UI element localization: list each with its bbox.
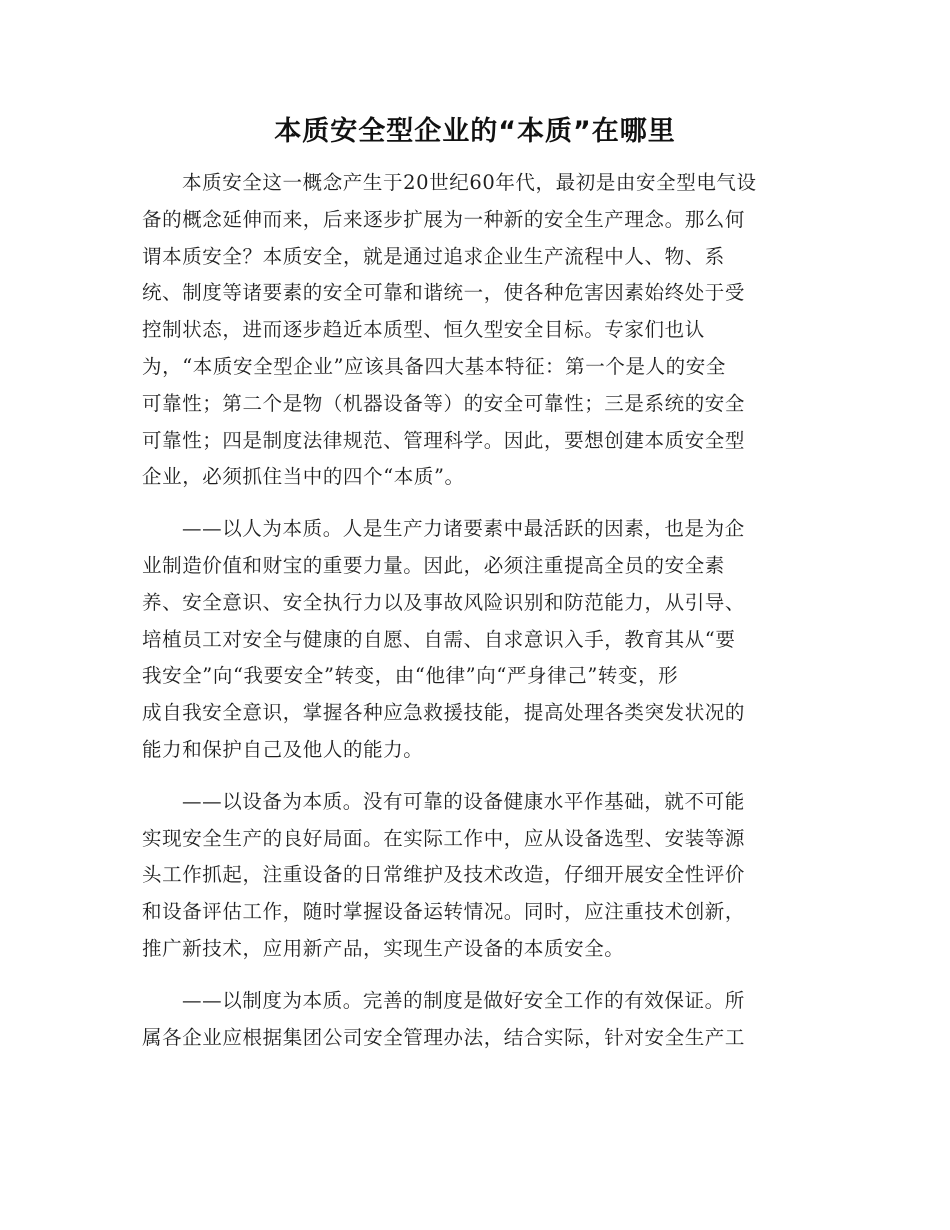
text-line: 业制造价值和财宝的重要力量。因此，必须注重提高全员的安全素 [142, 553, 725, 577]
text-line: 为，“本质安全型企业”应该具备四大基本特征：第一个是人的安全 [142, 354, 726, 378]
text-line: 谓本质安全？本质安全，就是通过追求企业生产流程中人、物、系 [142, 244, 725, 268]
text-line: 属各企业应根据集团公司安全管理办法，结合实际，针对安全生产工 [142, 1025, 746, 1049]
text-line: 实现安全生产的良好局面。在实际工作中，应从设备选型、安装等源 [142, 826, 746, 850]
text-line: 可靠性；第二个是物（机器设备等）的安全可靠性；三是系统的安全 [142, 391, 746, 415]
text-line: 能力和保护自己及他人的能力。 [142, 737, 424, 761]
paragraph-people [142, 511, 812, 769]
paragraph-system [142, 983, 812, 1057]
text-line: 本质安全这一概念产生于20世纪60年代，最初是由安全型电气设 [182, 171, 757, 194]
text-line: 控制状态，进而逐步趋近本质型、恒久型安全目标。专家们也认 [142, 318, 705, 342]
text-line: 头工作抓起，注重设备的日常维护及技术改造，仔细开展安全性评价 [142, 863, 746, 887]
paragraph-intro [142, 165, 812, 496]
text-line: 备的概念延伸而来，后来逐步扩展为一种新的安全生产理念。那么何 [142, 207, 746, 231]
text-line: 养、安全意识、安全执行力以及事故风险识别和防范能力，从引导、 [142, 590, 746, 614]
text-line: 可靠性；四是制度法律规范、管理科学。因此，要想创建本质安全型 [142, 428, 746, 452]
text-line: 企业，必须抓住当中的四个“本质”。 [142, 465, 465, 489]
document-title: 本质安全型企业的“本质”在哪里 [274, 116, 676, 147]
text-line: 我安全”向“我要安全”转变，由“他律”向“严身律己”转变，形 [142, 664, 679, 688]
text-line: ——以人为本质。人是生产力诸要素中最活跃的因素，也是为企 [182, 517, 745, 541]
text-line: ——以设备为本质。没有可靠的设备健康水平作基础，就不可能 [182, 789, 745, 813]
text-line: 培植员工对安全与健康的自愿、自需、自求意识入手，教育其从“要 [142, 627, 736, 651]
text-line: 和设备评估工作，随时掌握设备运转情况。同时，应注重技术创新， [142, 900, 746, 924]
text-line: ——以制度为本质。完善的制度是做好安全工作的有效保证。所 [182, 988, 745, 1012]
document-body [142, 165, 812, 1071]
text-line: 统、制度等诸要素的安全可靠和谐统一，使各种危害因素始终处于受 [142, 281, 746, 305]
text-line: 推广新技术，应用新产品，实现生产设备的本质安全。 [142, 936, 625, 960]
paragraph-equipment [142, 784, 812, 968]
text-line: 成自我安全意识，掌握各种应急救援技能，提高处理各类突发状况的 [142, 701, 746, 725]
